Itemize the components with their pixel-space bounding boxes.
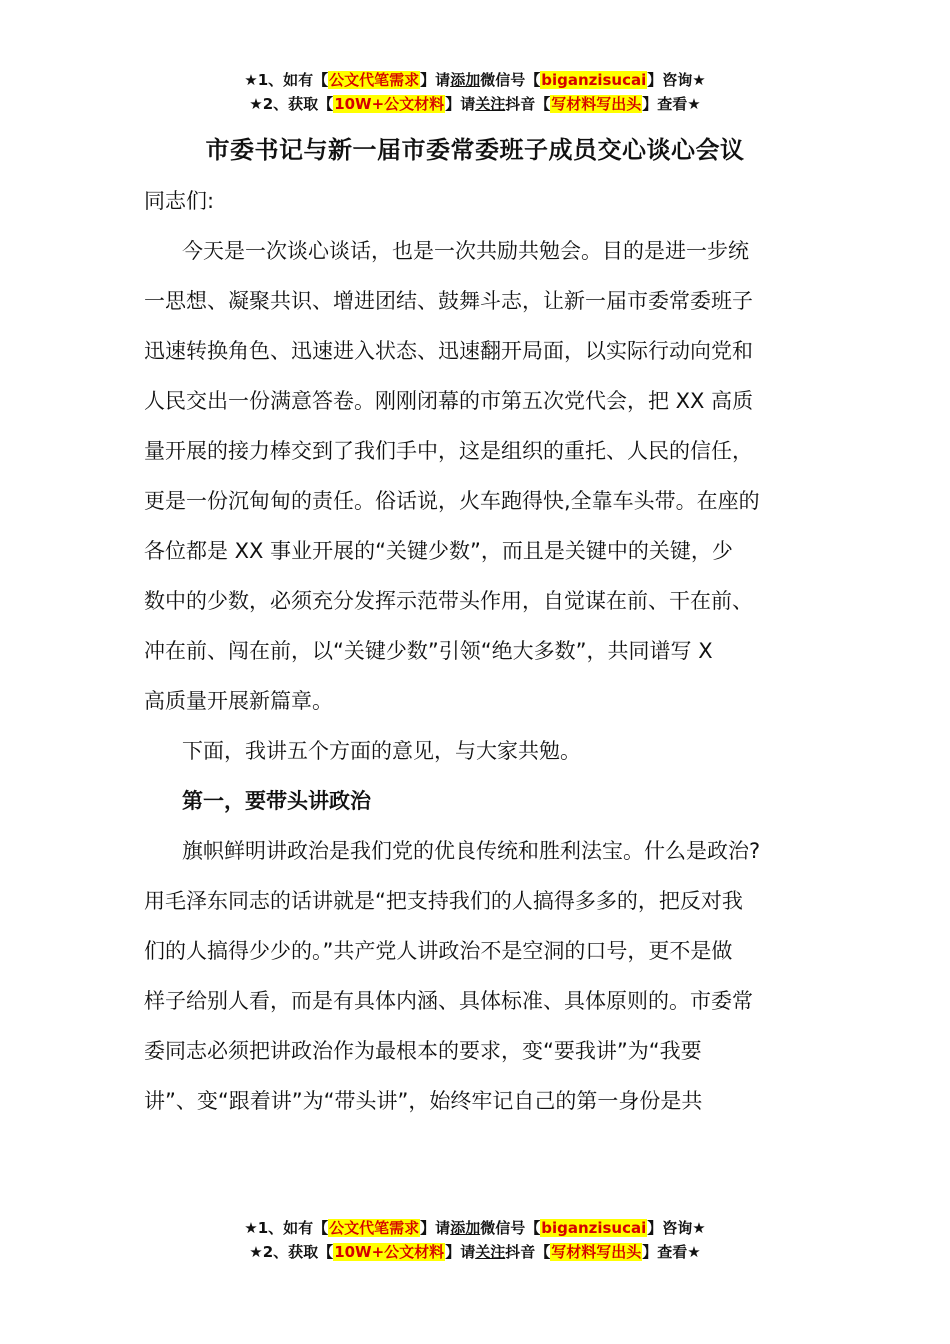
banner-text: ★1、如有【 [244,1219,329,1237]
banner-text: 】查看★ [642,95,701,113]
banner-text: 】请 [445,95,476,113]
paragraph-line: 冲在前、闯在前，以“关键少数”引领“绝大多数”，共同谱写 X [144,639,713,663]
paragraph-line: 样子给别人看，而是有具体内涵、具体标准、具体原则的。市委常 [144,989,753,1013]
banner-text: ★2、获取【 [249,1243,334,1261]
banner-line-2 [0,1240,950,1264]
banner-text: 】请 [420,1219,451,1237]
banner-text: 】咨询★ [647,71,706,89]
paragraph-line: 各位都是 XX 事业开展的“关键少数”，而且是关键中的关键，少 [144,539,733,563]
banner-text: 微信号【 [480,1219,541,1237]
section-heading: 第一，要带头讲政治 [182,789,371,813]
document-title: 市委书记与新一届市委常委班子成员交心谈心会议 [205,136,745,164]
paragraph-line: 今天是一次谈心谈话，也是一次共励共勉会。目的是进一步统 [182,239,749,263]
banner-text: 】请 [445,1243,476,1261]
document-body [144,176,806,1126]
highlight-text: 10W+公文材料 [334,1243,445,1261]
wechat-id: biganzisucai [541,71,647,89]
underlined-text: 添加 [450,1219,481,1237]
banner-text: 】请 [420,71,451,89]
paragraph-line: 高质量开展新篇章。 [144,689,333,713]
paragraph-line: 更是一份沉甸甸的责任。俗话说，火车跑得快,全靠车头带。在座的 [144,489,760,513]
underlined-text: 关注 [475,1243,506,1261]
wechat-id: biganzisucai [541,1219,647,1237]
paragraph-line: 们的人搞得少少的。”共产党人讲政治不是空洞的口号，更不是做 [144,939,733,963]
banner-line-2 [0,92,950,116]
paragraph-line: 用毛泽东同志的话讲就是“把支持我们的人搞得多多的，把反对我 [144,889,743,913]
paragraph-line: 下面，我讲五个方面的意见，与大家共勉。 [182,739,581,763]
footer-banner [0,1216,950,1264]
salutation: 同志们: [144,189,215,213]
underlined-text: 添加 [450,71,481,89]
paragraph-line: 讲”、变“跟着讲”为“带头讲”，始终牢记自己的第一身份是共 [144,1089,703,1113]
banner-text: 微信号【 [480,71,541,89]
banner-text: 】咨询★ [647,1219,706,1237]
douyin-account: 写材料写出头 [551,95,642,113]
paragraph-line: 迅速转换角色、迅速进入状态、迅速翻开局面，以实际行动向党和 [144,339,753,363]
underlined-text: 关注 [475,95,506,113]
paragraph-line: 委同志必须把讲政治作为最根本的要求，变“要我讲”为“我要 [144,1039,702,1063]
paragraph-line: 数中的少数，必须充分发挥示范带头作用，自觉谋在前、干在前、 [144,589,753,613]
banner-line-1 [0,68,950,92]
banner-text: 抖音【 [505,95,551,113]
paragraph-line: 一思想、凝聚共识、增进团结、鼓舞斗志，让新一届市委常委班子 [144,289,753,313]
douyin-account: 写材料写出头 [551,1243,642,1261]
banner-text: 抖音【 [505,1243,551,1261]
highlight-text: 公文代笔需求 [329,71,420,89]
paragraph-line: 旗帜鲜明讲政治是我们党的优良传统和胜利法宝。什么是政治? [182,839,761,863]
banner-text: ★2、获取【 [249,95,334,113]
banner-text: 】查看★ [642,1243,701,1261]
banner-line-1 [0,1216,950,1240]
paragraph-line: 量开展的接力棒交到了我们手中，这是组织的重托、人民的信任， [144,439,753,463]
highlight-text: 10W+公文材料 [334,95,445,113]
banner-text: ★1、如有【 [244,71,329,89]
paragraph-line: 人民交出一份满意答卷。刚刚闭幕的市第五次党代会，把 XX 高质 [144,389,754,413]
highlight-text: 公文代笔需求 [329,1219,420,1237]
header-banner [0,68,950,116]
